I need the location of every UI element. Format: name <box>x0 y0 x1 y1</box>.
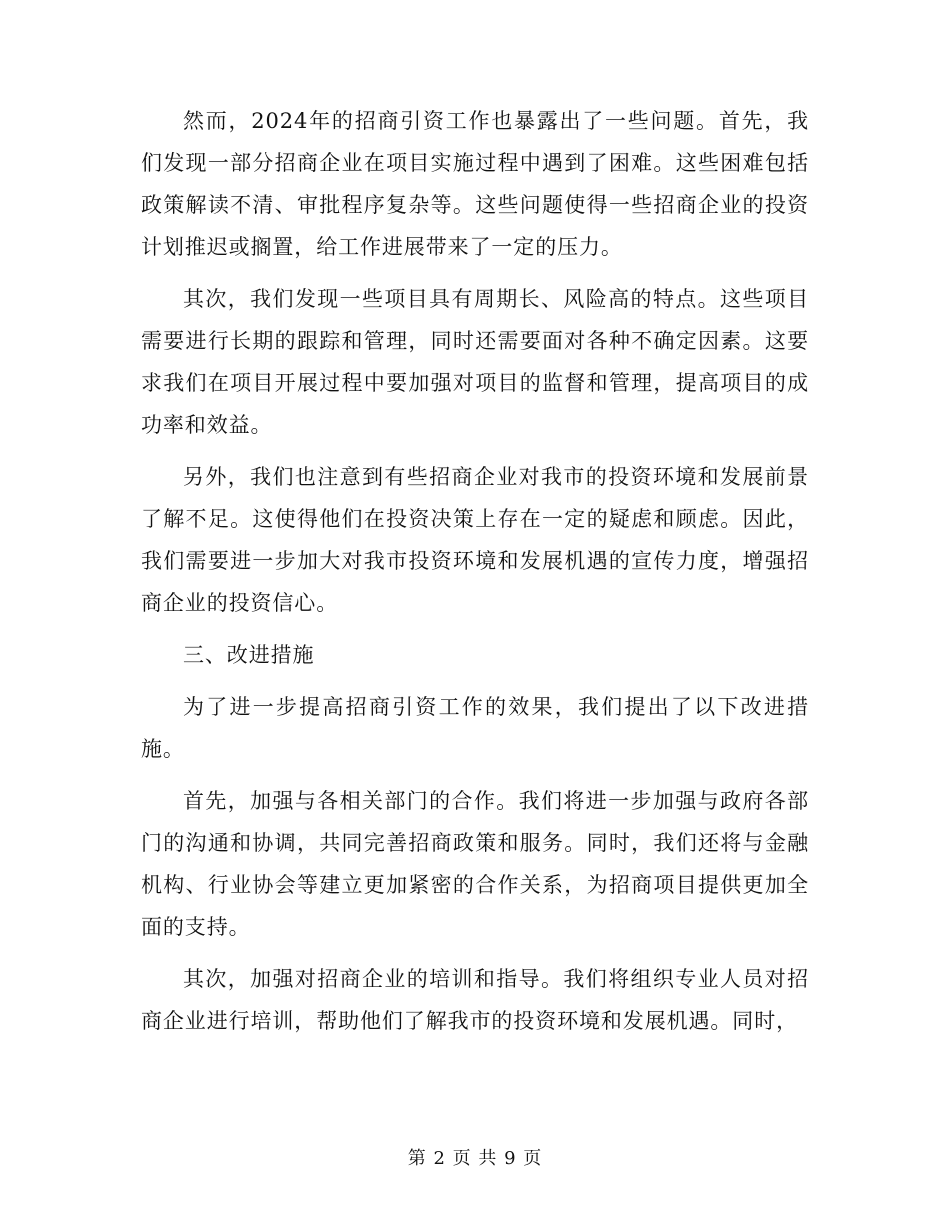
paragraph-cooperation: 首先，加强与各相关部门的合作。我们将进一步加强与政府各部门的沟通和协调，共同完善招商政策和服务。同时，我们还将与金融机构、行业协会等建立更加紧密的合作关系，为招商项目提供更加全面的支持。 <box>141 789 809 939</box>
page-footer <box>0 1145 950 1173</box>
paragraph-project-risk: 其次，我们发现一些项目具有周期长、风险高的特点。这些项目需要进行长期的跟踪和管理，同时还需要面对各种不确定因素。这要求我们在项目开展过程中要加强对项目的监督和管理，提高项目的成功率和效益。 <box>141 287 809 437</box>
paragraph-problems-intro: 然而，2024年的招商引资工作也暴露出了一些问题。首先，我们发现一部分招商企业在项目实施过程中遇到了困难。这些困难包括政策解读不清、审批程序复杂等。这些问题使得一些招商企业的投资计划推迟或搁置，给工作进展带来了一定的压力。 <box>141 109 809 259</box>
section-heading-improvements: 三、改进措施 <box>183 643 315 667</box>
paragraph-investment-environment: 另外，我们也注意到有些招商企业对我市的投资环境和发展前景了解不足。这使得他们在投资决策上存在一定的疑虑和顾虑。因此，我们需要进一步加大对我市投资环境和发展机遇的宣传力度，增强招商企业的投资信心。 <box>141 465 809 615</box>
paragraph-improvements-intro: 为了进一步提高招商引资工作的效果，我们提出了以下改进措施。 <box>141 695 809 761</box>
paragraph-training: 其次，加强对招商企业的培训和指导。我们将组织专业人员对招商企业进行培训，帮助他们了解我市的投资环境和发展机遇。同时， <box>141 967 809 1033</box>
document-body <box>141 100 809 1052</box>
page-number: 第 2 页 共 9 页 <box>407 1148 543 1169</box>
